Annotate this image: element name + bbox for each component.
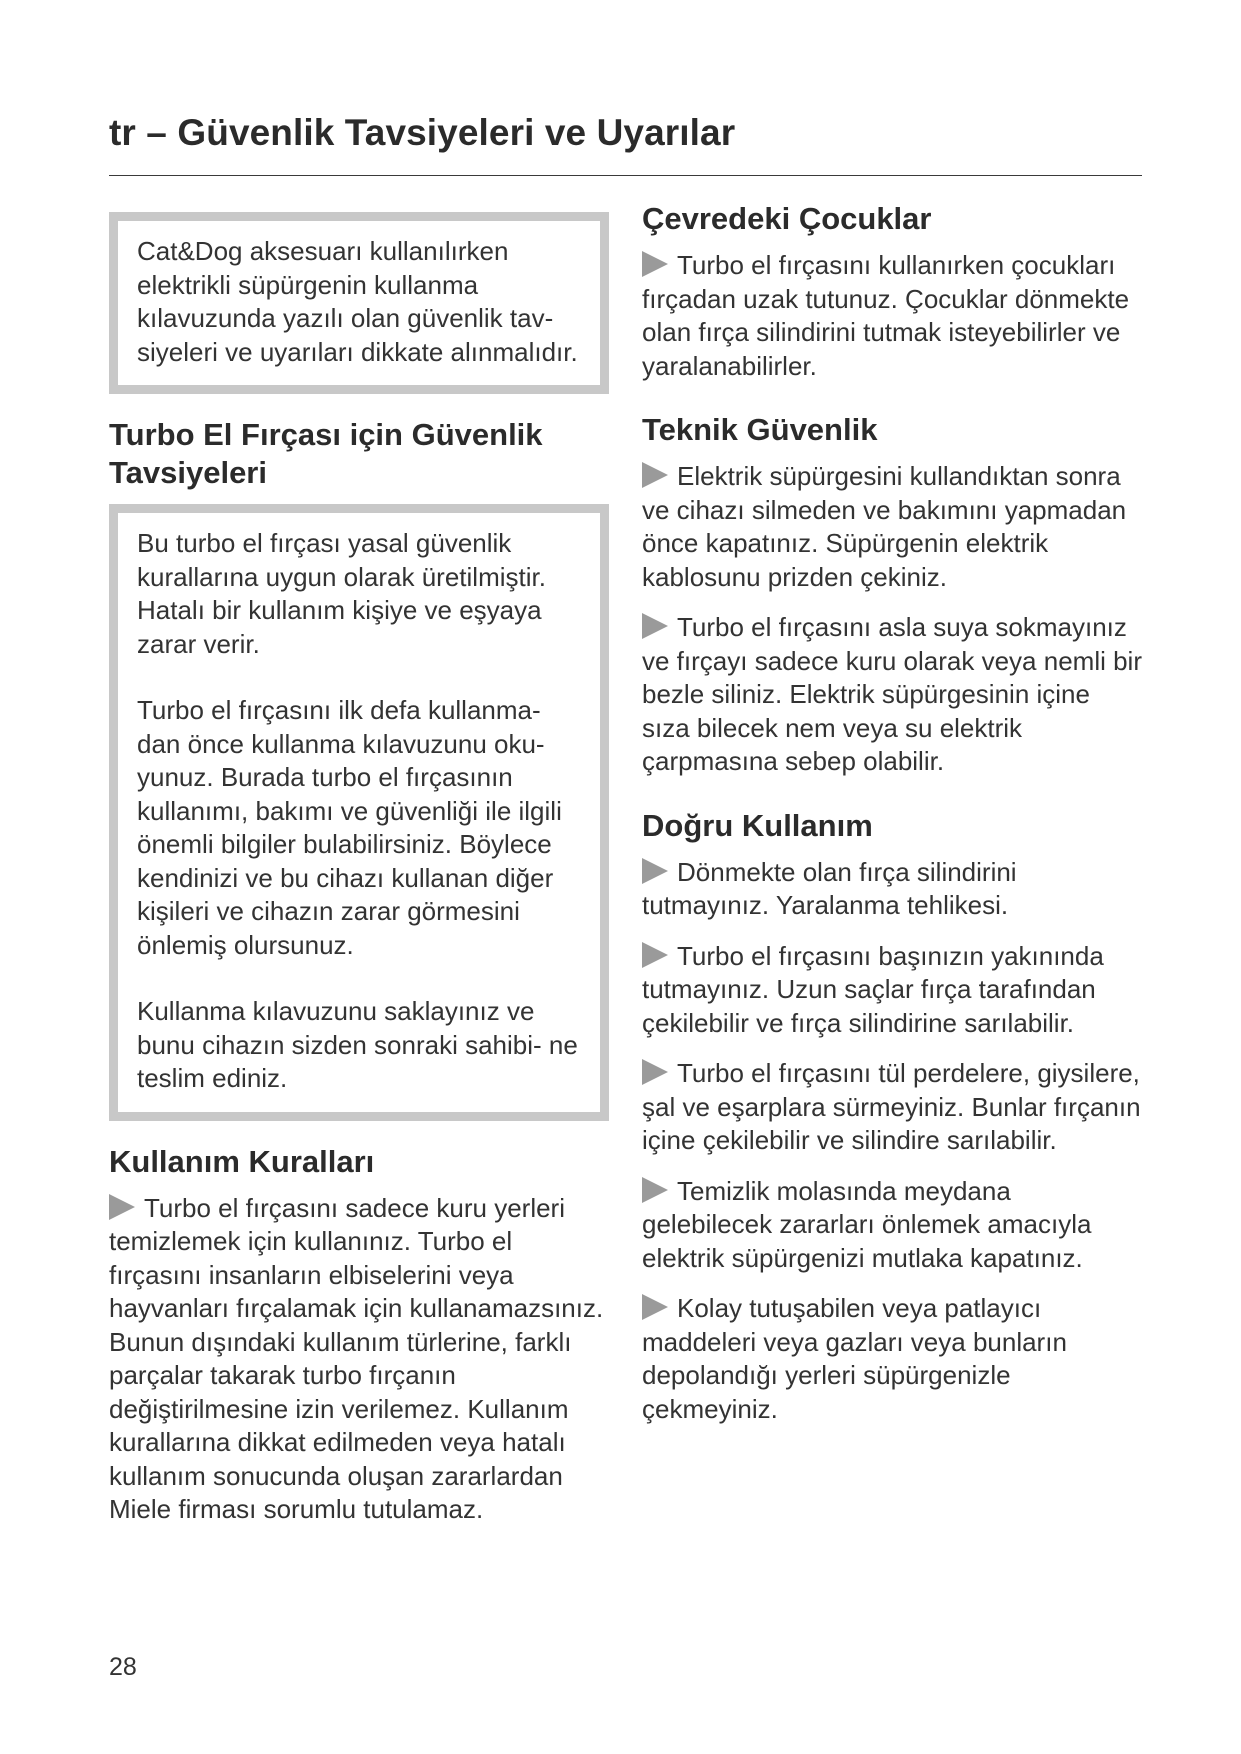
- play-triangle-icon: [642, 942, 668, 968]
- left-column: [109, 212, 609, 1527]
- list-item: [642, 1175, 1142, 1276]
- safety-paragraph-1: Bu turbo el fırçası yasal güvenlik kurallarına uygun olarak üretilmiştir. Hatalı bir kullanım kişiye ve eşyaya zarar verir.: [137, 528, 546, 659]
- children-heading: Çevredeki Çocuklar: [642, 201, 932, 236]
- list-item: [642, 1057, 1142, 1158]
- usage-rules-heading: Kullanım Kuralları: [109, 1143, 375, 1179]
- bullet-text: Dönmekte olan fırça silindirini tutmayınız. Yaralanma tehlikesi.: [642, 856, 1017, 920]
- intro-notice-box: [109, 212, 609, 394]
- play-triangle-icon: [642, 1294, 668, 1320]
- page-number: 28: [109, 1653, 137, 1681]
- list-item: [642, 1292, 1142, 1426]
- bullet-text: Elektrik süpürgesini kullandıktan sonra ve cihazı silmeden ve bakımını yapmadan önce kapatınız. Süpürgenin elektrik kablosunu prizden çekiniz.: [642, 461, 1127, 592]
- usage-rules-paragraph: Bunun dışındaki kullanım türlerine, farklı parçalar takarak turbo fırçanın değiştirilmesine izin verilemez. Kullanım kurallarına dikkat edilmeden veya hatalı kullanım sonucunda oluşan zararlardan Miele firması sorumlu tutulamaz.: [109, 1326, 572, 1524]
- play-triangle-icon: [109, 1194, 135, 1220]
- technical-safety-heading: Teknik Güvenlik: [642, 412, 878, 447]
- list-item: [642, 460, 1142, 594]
- correct-use-heading: Doğru Kullanım: [642, 807, 873, 843]
- bullet-text: Temizlik molasında meydana gelebilecek zararları önlemek amacıyla elektrik süpürgenizi mutlaka kapatınız.: [642, 1175, 1092, 1273]
- usage-rules-bullet-text: Turbo el fırçasını sadece kuru yerleri temizlemek için kullanınız. Turbo el fırçasını insanların elbiselerini veya hayvanları fırçalamak için kullanamazsınız.: [109, 1192, 604, 1323]
- safety-heading: Turbo El Fırçası için Güvenlik Tavsiyeleri: [109, 417, 543, 490]
- bullet-text: Turbo el fırçasını asla suya sokmayınız ve fırçayı sadece kuru olarak veya nemli bir bezle siliniz. Elektrik süpürgesinin içine sıza bilecek nem veya su elektrik çarpmasına sebep olabilir.: [642, 612, 1142, 776]
- right-column: [642, 200, 1142, 1426]
- list-item: [642, 856, 1142, 923]
- play-triangle-icon: [642, 1177, 668, 1203]
- play-triangle-icon: [642, 462, 668, 488]
- bullet-text: Turbo el fırçasını başınızın yakınında tutmayınız. Uzun saçlar fırça tarafından çekilebilir ve fırça silindirine sarılabilir.: [642, 940, 1104, 1038]
- play-triangle-icon: [642, 858, 668, 884]
- children-bullets: [642, 249, 1142, 383]
- play-triangle-icon: [642, 613, 668, 639]
- play-triangle-icon: [642, 1059, 668, 1085]
- technical-safety-bullets: [642, 460, 1142, 779]
- page-title: tr – Güvenlik Tavsiyeleri ve Uyarılar: [109, 112, 736, 153]
- play-triangle-icon: [642, 251, 668, 277]
- list-item: [642, 611, 1142, 779]
- intro-notice-text: Cat&Dog aksesuarı kullanılırken elektrikli süpürgenin kullanma kılavuzunda yazılı olan güvenlik tav- siyeleri ve uyarıları dikkate alınmalıdır.: [137, 236, 578, 367]
- safety-notice-box: [109, 504, 609, 1121]
- bullet-text: Turbo el fırçasını tül perdelere, giysilere, şal ve eşarplara sürmeyiniz. Bunlar fırçanın içine çekilebilir ve silindire sarılabilir.: [642, 1058, 1141, 1155]
- safety-paragraph-3: Kullanma kılavuzunu saklayınız ve bunu cihazın sizden sonraki sahibi- ne teslim ediniz.: [137, 996, 578, 1093]
- list-item: [642, 940, 1142, 1041]
- bullet-text: Kolay tutuşabilen veya patlayıcı maddeleri veya gazları veya bunların depolandığı yerleri süpürgenizle çekmeyiniz.: [642, 1293, 1067, 1424]
- safety-paragraph-2: Turbo el fırçasını ilk defa kullanma- dan önce kullanma kılavuzunu oku- yunuz. Burada turbo el fırçasının kullanımı, bakımı ve güvenliği ile ilgili önemli bilgiler bulabilirsiniz. Böylece kendinizi ve bu cihazı kullanan diğer kişileri ve cihazın zarar görmesini önlemiş olursunuz.: [137, 695, 562, 960]
- title-divider: [109, 175, 1142, 176]
- bullet-text: Turbo el fırçasını kullanırken çocukları fırçadan uzak tutunuz. Çocuklar dönmekte olan fırça silindirini tutmak isteyebilirler ve yaralanabilirler.: [642, 250, 1130, 381]
- usage-rules-bullet: [109, 1192, 609, 1326]
- list-item: [642, 249, 1142, 383]
- correct-use-bullets: [642, 856, 1142, 1427]
